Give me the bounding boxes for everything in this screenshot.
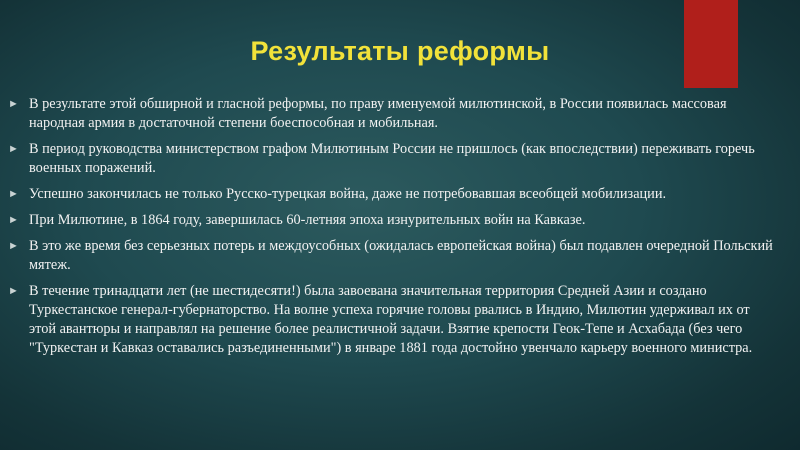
bullet-item: [8, 95, 778, 133]
bullet-arrow-icon: ►: [8, 285, 19, 297]
bullet-text: В результате этой обширной и гласной реформы, по праву именуемой милютинской, в России появилась массовая народная армия в достаточной степени боеспособная и мобильная.: [29, 96, 727, 131]
bullet-text: При Милютине, в 1864 году, завершилась 60-летняя эпоха изнурительных войн на Кавказе.: [29, 212, 586, 228]
bullet-arrow-icon: ►: [8, 188, 19, 200]
bullet-item: [8, 237, 778, 275]
bullet-arrow-icon: ►: [8, 143, 19, 155]
bullet-text: В это же время без серьезных потерь и междоусобных (ожидалась европейская война) был подавлен очередной Польский мятеж.: [29, 238, 773, 273]
bullet-arrow-icon: ►: [8, 214, 19, 226]
bullet-text: В течение тринадцати лет (не шестидесяти!) была завоевана значительная территория Средней Азии и создано Туркестанское генерал-губернаторство. На волне успеха горячие головы рвались в Индию, Милютин удерживал их от этой авантюры и направлял на решение более реалистичной задачи. Взятие крепости Геок-Тепе и Асхабада (без чего "Туркестан и Кавказ оставались разъединенными") в январе 1881 года достойно увенчало карьеру военного министра.: [29, 283, 753, 356]
bullet-item: [8, 211, 778, 230]
bullet-item: [8, 282, 778, 358]
bullet-item: [8, 140, 778, 178]
bullet-text: Успешно закончилась не только Русско-турецкая война, даже не потребовавшая всеобщей мобилизации.: [29, 186, 667, 202]
bullet-arrow-icon: ►: [8, 98, 19, 110]
bullet-list: [8, 95, 778, 365]
slide-title: Результаты реформы: [250, 36, 550, 66]
bullet-item: [8, 185, 778, 204]
bullet-text: В период руководства министерством графом Милютиным России не пришлось (как впоследствии) переживать горечь военных поражений.: [29, 141, 755, 176]
bullet-arrow-icon: ►: [8, 240, 19, 252]
